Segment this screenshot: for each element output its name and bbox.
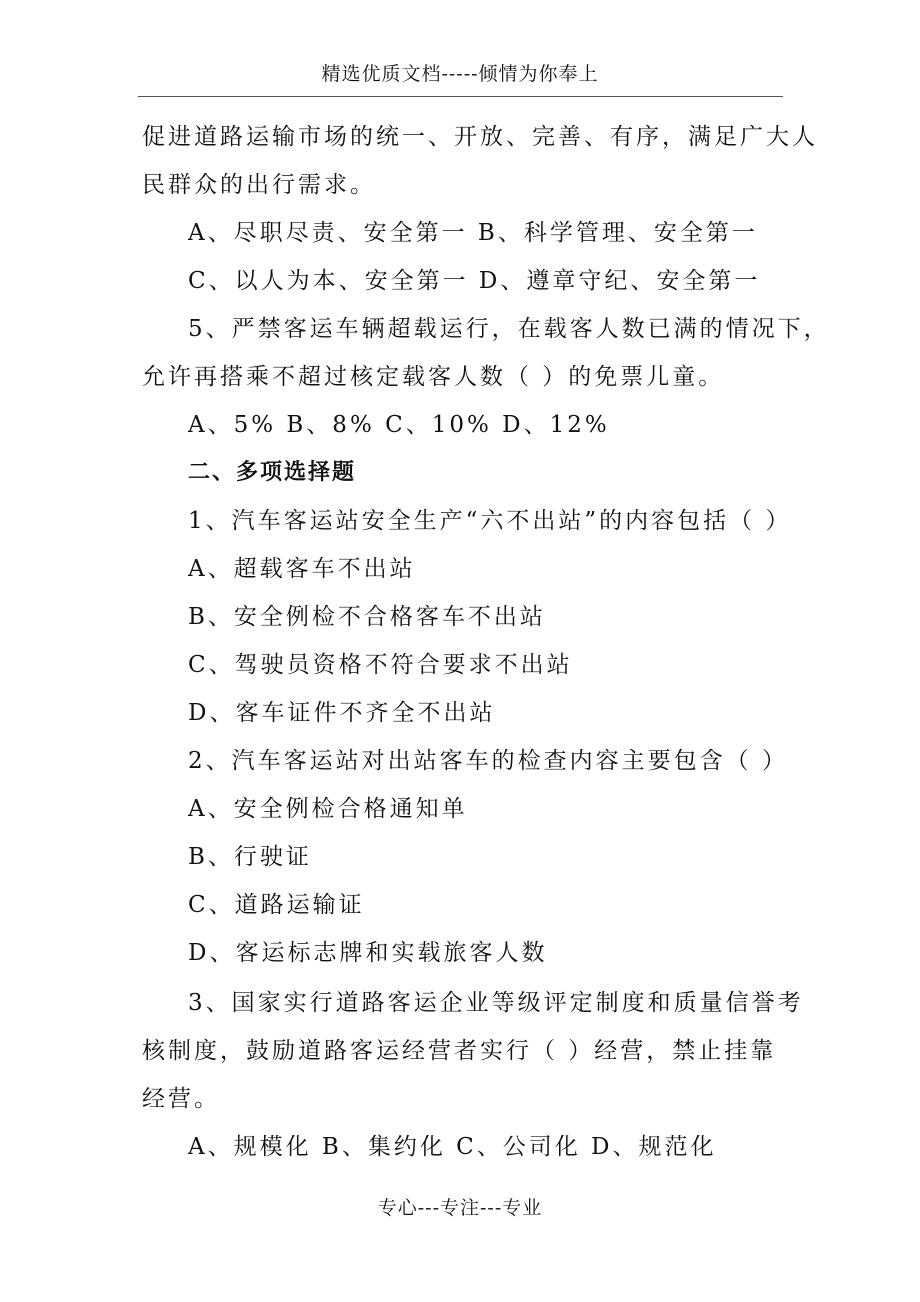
section-heading-multiple-choice: 二、多项选择题 [188, 460, 357, 485]
header-divider [138, 96, 783, 97]
page-footer: 专心---专注---专业 [377, 1197, 543, 1219]
mc-q2-option-b: B、行驶证 [188, 844, 312, 870]
question-5-line-1: 5、严禁客运车辆超载运行，在载客人数已满的情况下， [188, 316, 830, 342]
question-5-line-2: 允许再搭乘不超过核定载客人数（ ）的免票儿童。 [142, 364, 725, 390]
page-header: 精选优质文档-----倾情为你奉上 [321, 63, 599, 85]
mc-q1-option-b: B、安全例检不合格客车不出站 [188, 604, 546, 630]
mc-question-1: 1、汽车客运站安全生产“六不出站”的内容包括（ ） [188, 508, 792, 534]
mc-q1-option-d: D、客车证件不齐全不出站 [188, 700, 496, 726]
text-line-continued-2: 民群众的出行需求。 [142, 172, 376, 198]
option-line-4-ab: A、尽职尽责、安全第一 B、科学管理、安全第一 [188, 220, 758, 246]
mc-question-3-line-1: 3、国家实行道路客运企业等级评定制度和质量信誉考 [188, 990, 804, 1016]
option-line-5: A、5% B、8% C、10% D、12% [188, 412, 610, 438]
mc-q2-option-a: A、安全例检合格通知单 [188, 796, 468, 822]
mc-question-3-line-2: 核制度，鼓励道路客运经营者实行（ ）经营，禁止挂靠 [142, 1038, 777, 1064]
option-line-4-cd: C、以人为本、安全第一 D、遵章守纪、安全第一 [188, 268, 761, 294]
mc-q2-option-d: D、客运标志牌和实载旅客人数 [188, 940, 548, 966]
mc-question-2: 2、汽车客运站对出站客车的检查内容主要包含（ ） [188, 748, 788, 774]
text-line-continued-1: 促进道路运输市场的统一、开放、完善、有序，满足广大人 [142, 124, 818, 150]
mc-q1-option-c: C、驾驶员资格不符合要求不出站 [188, 652, 573, 678]
mc-q1-option-a: A、超载客车不出站 [188, 556, 416, 582]
mc-q2-option-c: C、道路运输证 [188, 892, 365, 918]
mc-question-3-line-3: 经营。 [142, 1086, 220, 1112]
mc-q3-options: A、规模化 B、集约化 C、公司化 D、规范化 [188, 1134, 717, 1160]
